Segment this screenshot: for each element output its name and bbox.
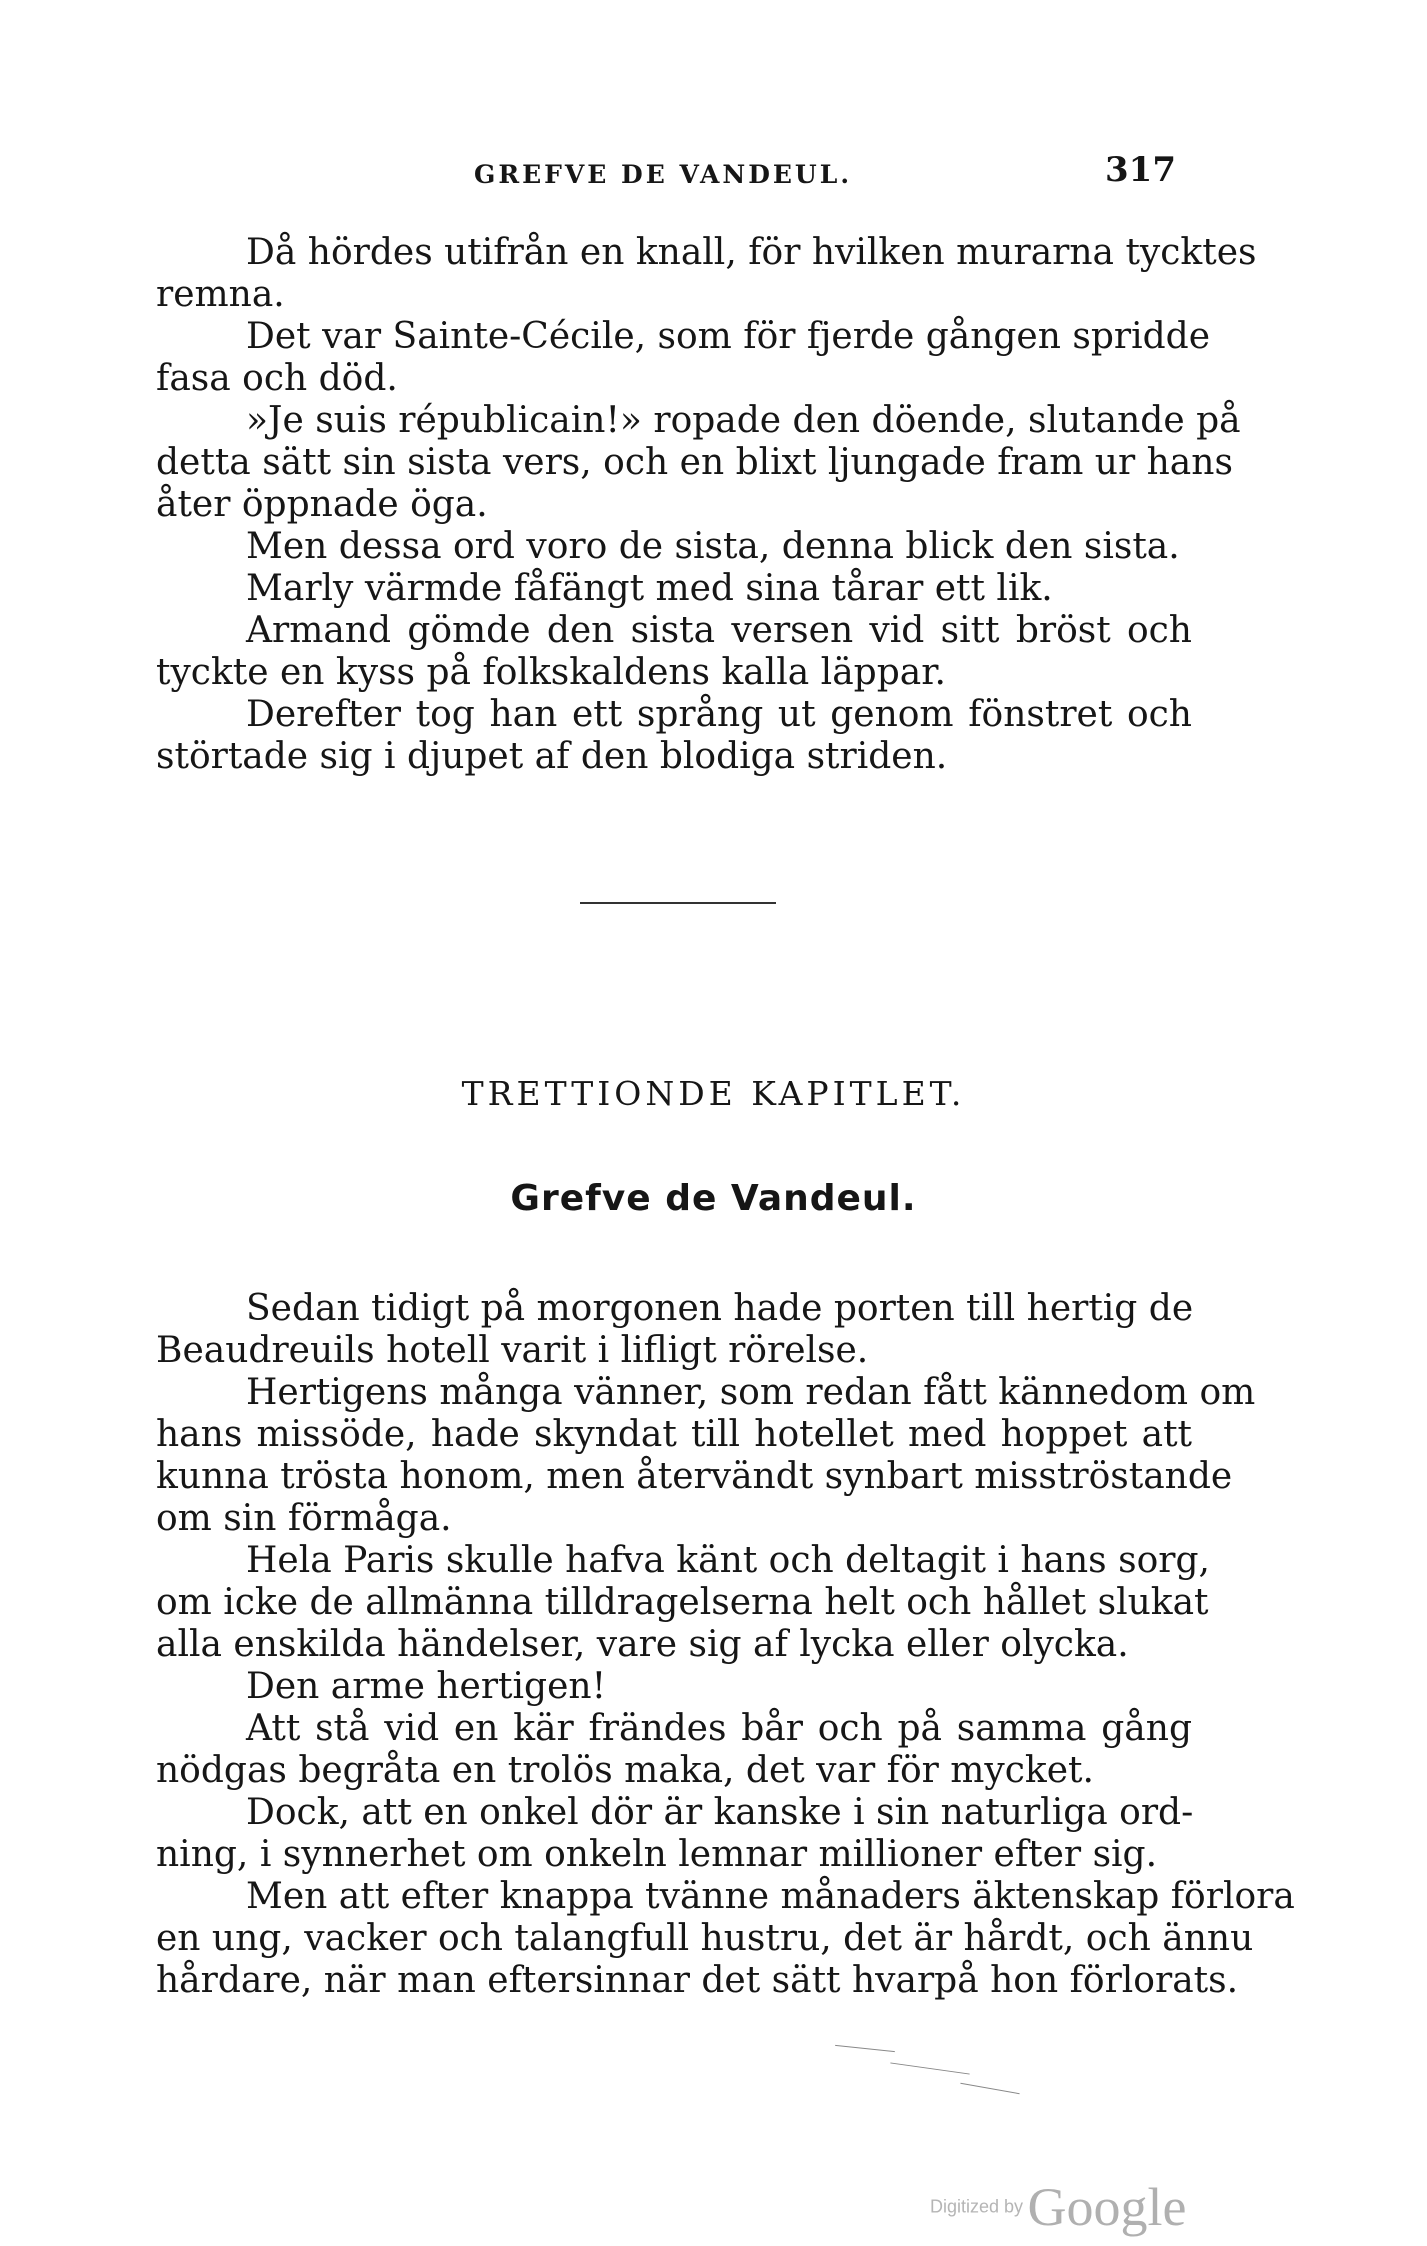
text-line: ning, i synnerhet om onkeln lemnar millioner efter sig. bbox=[156, 1834, 1158, 1875]
text-line: Det var Sainte-Cécile, som för fjerde gången spridde bbox=[246, 316, 1211, 357]
text-line: Dock, att en onkel dör är kanske i sin naturliga ord- bbox=[246, 1792, 1194, 1833]
watermark-prefix: Digitized by bbox=[930, 2196, 1024, 2217]
text-line: åter öppnade öga. bbox=[156, 484, 488, 525]
scan-mark bbox=[960, 2083, 1019, 2094]
text-line: Men att efter knappa tvänne månaders äktenskap förlora bbox=[246, 1876, 1295, 1917]
text-line: hans missöde, hade skyndat till hotellet med hoppet att bbox=[156, 1414, 1192, 1455]
text-line: fasa och död. bbox=[156, 358, 398, 399]
text-line: Beaudreuils hotell varit i lifligt rörelse. bbox=[156, 1330, 869, 1371]
text-line: Då hördes utifrån en knall, för hvilken murarna tycktes bbox=[246, 232, 1257, 273]
text-line: om sin förmåga. bbox=[156, 1498, 452, 1539]
body-text-block bbox=[156, 1288, 1295, 2002]
text-line: kunna trösta honom, men återvändt synbart misströstande bbox=[156, 1456, 1233, 1497]
scan-mark bbox=[835, 2045, 895, 2052]
text-line: Armand gömde den sista versen vid sitt bröst och bbox=[246, 610, 1192, 651]
text-line: Marly värmde fåfängt med sina tårar ett lik. bbox=[246, 568, 1053, 609]
text-line: »Je suis républicain!» ropade den döende, slutande på bbox=[246, 400, 1241, 441]
top-text-block bbox=[156, 232, 1257, 778]
text-line: nödgas begråta en trolös maka, det var för mycket. bbox=[156, 1750, 1094, 1791]
text-line: Att stå vid en kär frändes bår och på samma gång bbox=[246, 1708, 1192, 1749]
text-line: Sedan tidigt på morgonen hade porten till hertig de bbox=[246, 1288, 1194, 1329]
text-line: detta sätt sin sista vers, och en blixt ljungade fram ur hans bbox=[156, 442, 1233, 483]
scan-mark bbox=[890, 2062, 969, 2074]
running-title: GREFVE DE VANDEUL. bbox=[473, 160, 853, 189]
text-line: alla enskilda händelser, vare sig af lycka eller olycka. bbox=[156, 1624, 1129, 1665]
page-number: 317 bbox=[1105, 150, 1176, 190]
text-line: Den arme hertigen! bbox=[246, 1666, 607, 1707]
section-divider bbox=[580, 902, 776, 904]
chapter-heading: TRETTIONDE KAPITLET. bbox=[461, 1074, 966, 1113]
text-line: tyckte en kyss på folkskaldens kalla läppar. bbox=[156, 652, 946, 693]
chapter-title: Grefve de Vandeul. bbox=[510, 1178, 917, 1219]
text-line: Derefter tog han ett språng ut genom fönstret och bbox=[246, 694, 1192, 735]
watermark-brand-logo: Google bbox=[1027, 2177, 1187, 2237]
text-line: om icke de allmänna tilldragelserna helt och hållet slukat bbox=[156, 1582, 1209, 1623]
text-line: en ung, vacker och talangfull hustru, det är hårdt, och ännu bbox=[156, 1918, 1254, 1959]
digitized-watermark bbox=[930, 2176, 1186, 2238]
text-line: Men dessa ord voro de sista, denna blick den sista. bbox=[246, 526, 1180, 567]
text-line: remna. bbox=[156, 274, 285, 315]
text-line: Hela Paris skulle hafva känt och deltagit i hans sorg, bbox=[246, 1540, 1210, 1581]
text-line: störtade sig i djupet af den blodiga striden. bbox=[156, 736, 948, 777]
text-line: Hertigens många vänner, som redan fått kännedom om bbox=[246, 1372, 1256, 1413]
text-line: hårdare, när man eftersinnar det sätt hvarpå hon förlorats. bbox=[156, 1960, 1239, 2001]
